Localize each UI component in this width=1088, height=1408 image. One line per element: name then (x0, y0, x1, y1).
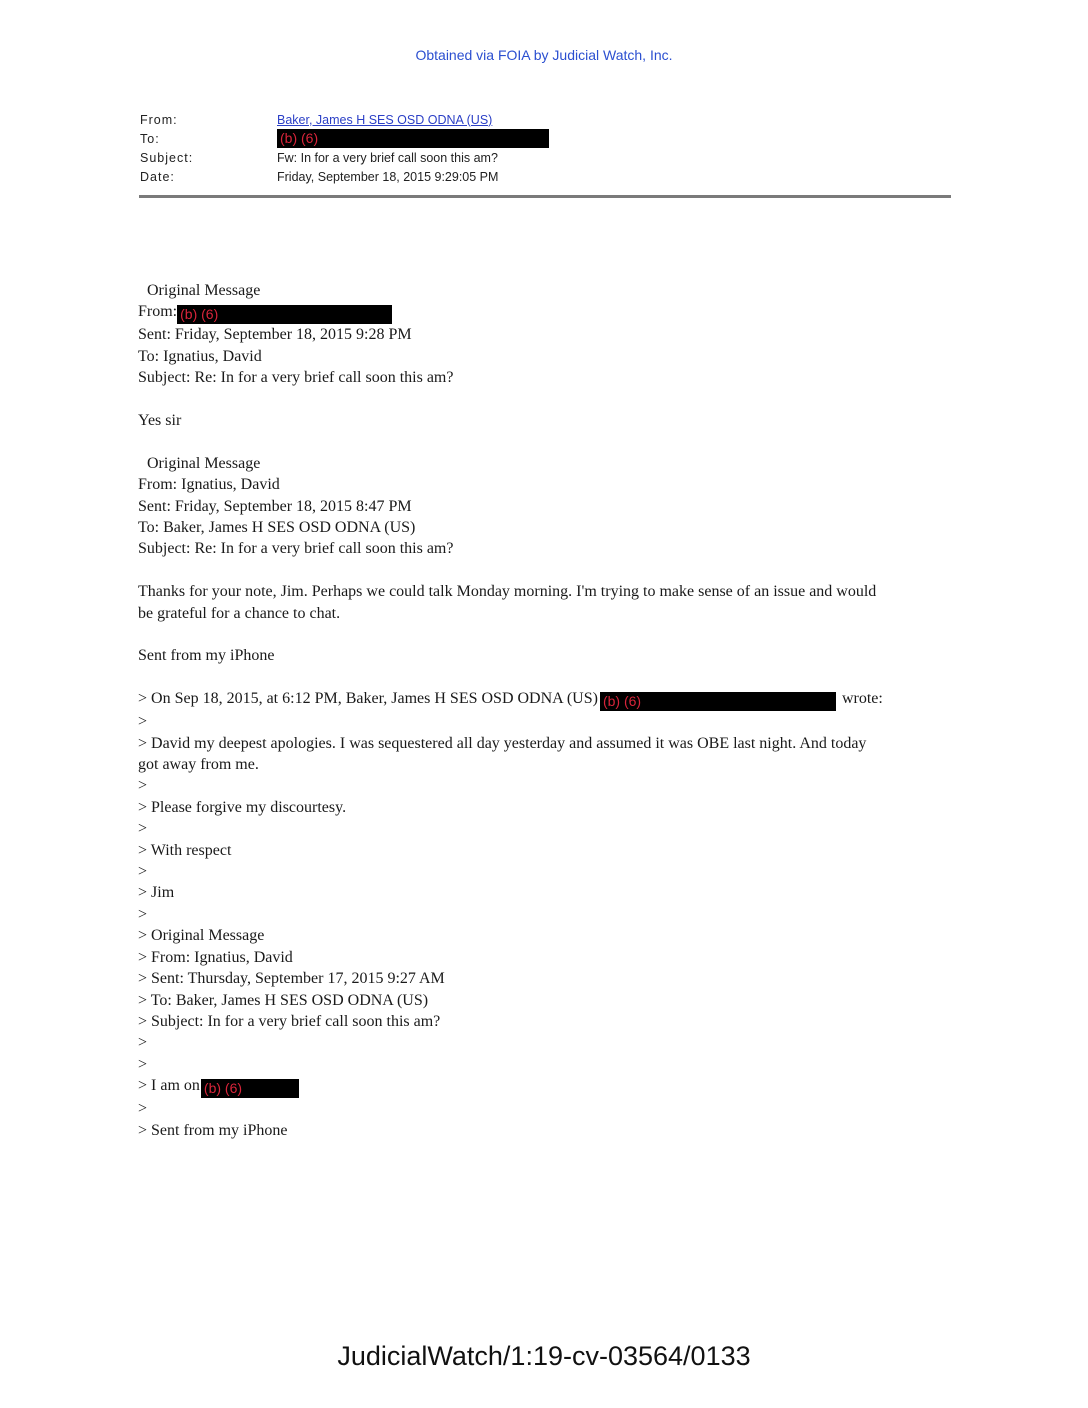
bates-footer: JudicialWatch/1:19-cv-03564/0133 (337, 1341, 751, 1371)
header-from-row (140, 110, 549, 129)
quoted-on-line (138, 1075, 948, 1098)
quote-marker: > (138, 905, 148, 923)
quoted-intro-suffix: wrote: (841, 690, 883, 708)
header-subject-row (140, 148, 549, 167)
msg1-to: To: Ignatius, David (138, 347, 262, 365)
header-date-row (140, 167, 549, 186)
quoted-forgive: > Please forgive my discourtesy. (138, 798, 347, 816)
email-body (138, 280, 948, 1141)
quoted-intro-redaction: (b) (6) (600, 692, 836, 711)
email-header (140, 110, 549, 186)
header-divider (139, 195, 951, 198)
header-to-row (140, 129, 549, 148)
quoted-intro (138, 688, 948, 711)
msg1-subject: Subject: Re: In for a very brief call soon this am? (138, 369, 454, 387)
quoted-orig-to: > To: Baker, James H SES OSD ODNA (US) (138, 991, 429, 1009)
quote-marker: > (138, 863, 148, 881)
quoted-name: > Jim (138, 884, 175, 902)
header-subject-value: Fw: In for a very brief call soon this am? (277, 150, 498, 165)
header-from-label: From: (140, 112, 178, 127)
msg2-heading: Original Message (147, 454, 261, 472)
header-to-label: To: (140, 131, 160, 146)
msg1-from-label: From: (138, 303, 178, 321)
quoted-on-redaction: (b) (6) (201, 1079, 299, 1098)
quoted-orig-subject: > Subject: In for a very brief call soon this am? (138, 1012, 441, 1030)
quoted-apology-line2: got away from me. (138, 756, 259, 774)
quote-marker: > (138, 1034, 148, 1052)
msg2-signature: Sent from my iPhone (138, 647, 275, 665)
quoted-orig-from: > From: Ignatius, David (138, 948, 293, 966)
quoted-on-prefix: > I am on (138, 1077, 200, 1095)
msg1-from-redaction: (b) (6) (177, 305, 392, 324)
quote-marker: > (138, 1100, 148, 1118)
msg1-sent: Sent: Friday, September 18, 2015 9:28 PM (138, 326, 412, 344)
msg2-from: From: Ignatius, David (138, 476, 280, 494)
quoted-intro-prefix: > On Sep 18, 2015, at 6:12 PM, Baker, James H SES OSD ODNA (US) (138, 690, 598, 708)
msg2-body-line2: be grateful for a chance to chat. (138, 604, 341, 622)
msg2-sent: Sent: Friday, September 18, 2015 8:47 PM (138, 497, 412, 515)
msg1-heading: Original Message (147, 282, 261, 299)
quoted-respect: > With respect (138, 841, 232, 859)
header-subject-label: Subject: (140, 150, 194, 165)
header-to-redaction: (b) (6) (277, 129, 549, 148)
quote-marker: > (138, 1055, 148, 1073)
foia-source-note: Obtained via FOIA by Judicial Watch, Inc. (415, 47, 673, 63)
quoted-signature: > Sent from my iPhone (138, 1121, 288, 1139)
header-date-label: Date: (140, 169, 175, 184)
quoted-orig-sent: > Sent: Thursday, September 17, 2015 9:27 AM (138, 970, 445, 988)
header-from-link[interactable]: Baker, James H SES OSD ODNA (US) (277, 112, 493, 127)
msg2-to: To: Baker, James H SES OSD ODNA (US) (138, 519, 416, 537)
msg2-subject: Subject: Re: In for a very brief call soon this am? (138, 540, 454, 558)
quote-marker: > (138, 777, 148, 795)
quoted-orig-heading: > Original Message (138, 927, 265, 945)
header-date-value: Friday, September 18, 2015 9:29:05 PM (277, 169, 499, 184)
quote-marker: > (138, 820, 148, 838)
msg1-body: Yes sir (138, 412, 182, 430)
msg1-from-line (138, 301, 948, 324)
msg2-body-line1: Thanks for your note, Jim. Perhaps we could talk Monday morning. I'm trying to make sense of an issue and would (138, 583, 877, 601)
quote-marker: > (138, 713, 148, 731)
quoted-apology-line1: > David my deepest apologies. I was sequestered all day yesterday and assumed it was OBE last night. And today (138, 734, 867, 752)
